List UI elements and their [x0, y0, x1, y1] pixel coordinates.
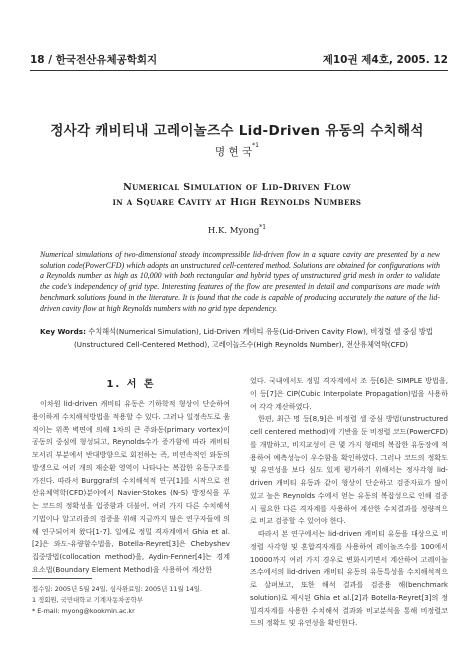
- english-title-line1: Numerical Simulation of Lid-Driven Flow: [123, 182, 351, 193]
- running-head-right: 제10권 제4호, 2005. 12: [322, 54, 448, 66]
- abstract: Numerical simulations of two-dimensional steady incompressible lid-driven flow in a square cavity are presented by a new solution code(PowerCFD) which adopts an unstructured cell-centered method. Solutions are obtained for configurations with a Reynolds number as high as 10,000 with both rectangular and hybrid types of unstructured grid mesh in order to validate the code's independency of grid type. Interesting features of the flow are presented in detail and comparisons are made with benchmark solutions found in the literature. It is found that the code is capable of producing accurately the nature of the lid-driven cavity flow at high Reynolds numbers with no grid type dependency.: [40, 250, 440, 313]
- section-heading: 1. 서 론: [106, 379, 156, 390]
- running-head-left: 18 / 한국전산유체공학회지: [30, 54, 158, 66]
- footnote-email: * E-mail: myong@kookmin.ac.kr: [32, 607, 135, 615]
- footnote-affiliation: 1 정회원, 국민대학교 기계자동차공학부: [32, 596, 143, 604]
- footnotes: [32, 584, 230, 617]
- keywords: [40, 326, 440, 352]
- korean-author-mark: *1: [252, 142, 259, 149]
- intro-paragraph-1: 이차원 lid-driven 캐비티 유동은 기하학적 형상이 단순하여 용이하게 수치해석방법을 적용할 수 있다. 그러나 일정속도로 움직이는 위쪽 벽면에 의해 1차의 큰 주와동(primary vortex)이 공동의 중심에 형성되고, Reynolds수가 증가함에 따라 캐비티 모서리 부분에서 반대방향으로 회전하는 즉, 비연속적인 와동의 발생으로 여러 개의 재순환 영역이 나타나는 복잡한 유동구조를 가진다. 따라서 Burggraf의 수치해석적 연구[1]를 시작으로 전산유체역학(CFD)분야에서 Navier-Stokes (N-S) 방정식을 푸는 코드의 정확성을 입증함과 더불어, 여러 가지 다른 수치해석기법이나 알고리즘의 검증을 위해 지금까지 많은 연구자들에 의해 연구되어져 왔다[1-7]. 일예로 정밀 격자계에서 Ghia et al.[2]은 와도-유량함수법을, Botella-Reyret[3]은 Chebyshev 집중방법(collocation method)을, Aydin-Fenner[4]는 경계요소법(Boundary Element Method)을 사용하여 계산한: [32, 399, 230, 574]
- header-rule: [30, 70, 448, 71]
- english-title-line2: in a Square Cavity at High Reynolds Numbers: [112, 196, 362, 208]
- english-title: [0, 181, 474, 210]
- right-column: [250, 375, 448, 630]
- intro-paragraph-3: 한편, 최근 명 등[8,9]은 비정렬 셀 중심 방법(unstructured cell centered method)에 기반을 둔 비정렬 코드(PowerCFD)를 개발하고, 비지교성이 큰 몇 가지 형태의 복잡한 유동장에 적용하여 예측성능이 우수함을 확인하였다. 그러나 코드의 정확도 및 유연성을 보다 심도 있게 평가하기 위해서는 정사각형 lid-driven 캐비티 유동과 같이 형상이 단순하고 검증자료가 많이 있고 높은 Reynolds 수에서 얻는 유동의 복잡성으로 인해 검증시 필요한 다른 격자계를 사용하여 계산한 수치결과를 정량적으로 비교 검증할 수 있어야 한다.: [250, 414, 448, 526]
- korean-title: 정사각 캐비티내 고레이놀즈수 Lid-Driven 유동의 수치해석: [50, 123, 424, 139]
- english-author-name: H.K. Myong: [207, 226, 260, 236]
- korean-author: [0, 144, 474, 159]
- korean-author-name: 명 현 국: [215, 146, 253, 158]
- intro-paragraph-4: 따라서 본 연구에서는 lid-driven 캐비티 유동을 대상으로 비정렬 사각형 및 혼합격자계를 사용하여 레이놀즈수를 100에서 10000까지 여러 가지 경우로 변화시키면서 계산하여 고레이놀즈수에서의 lid-driven 캐비티 유동의 유동특성을 수치해석적으로 살펴보고, 또한 해석 결과를 검증용 해(benchmark solution)로 제시된 Ghia et al.[2]과 Botella-Reyret[3]의 정밀격자계를 사용한 수치해석 결과와 비교분석을 통해 비정렬코드의 정확도 및 유연성을 확인한다.: [250, 529, 448, 628]
- left-column: [32, 375, 230, 577]
- keywords-line2: (Unstructured Cell-Centered Method), 고레이놀즈수(High Reynolds Number), 전산유체역학(CFD): [74, 339, 409, 349]
- footnote-rule: [32, 578, 92, 579]
- footnote-received: 접수일: 2005년 5월 24일, 심사완료일: 2005년 11월 14일.: [32, 585, 203, 593]
- english-author: [0, 226, 474, 236]
- keywords-label: Key Words:: [40, 327, 86, 336]
- intro-paragraph-2: 었다. 국내에서도 정밀 격자계에서 조 등[6]은 SIMPLE 방법을, 이 등[7]은 CIP(Cubic Interpolate Propagation)법을 사용하여 각각 계산하였다.: [250, 376, 448, 411]
- keywords-line1: 수치해석(Numerical Simulation), Lid-Driven 캐비티 유동(Lid-Driven Cavity Flow), 비정렬 셀 중심 방법: [85, 327, 433, 336]
- running-head: [30, 52, 448, 67]
- english-author-mark: *1: [259, 224, 267, 231]
